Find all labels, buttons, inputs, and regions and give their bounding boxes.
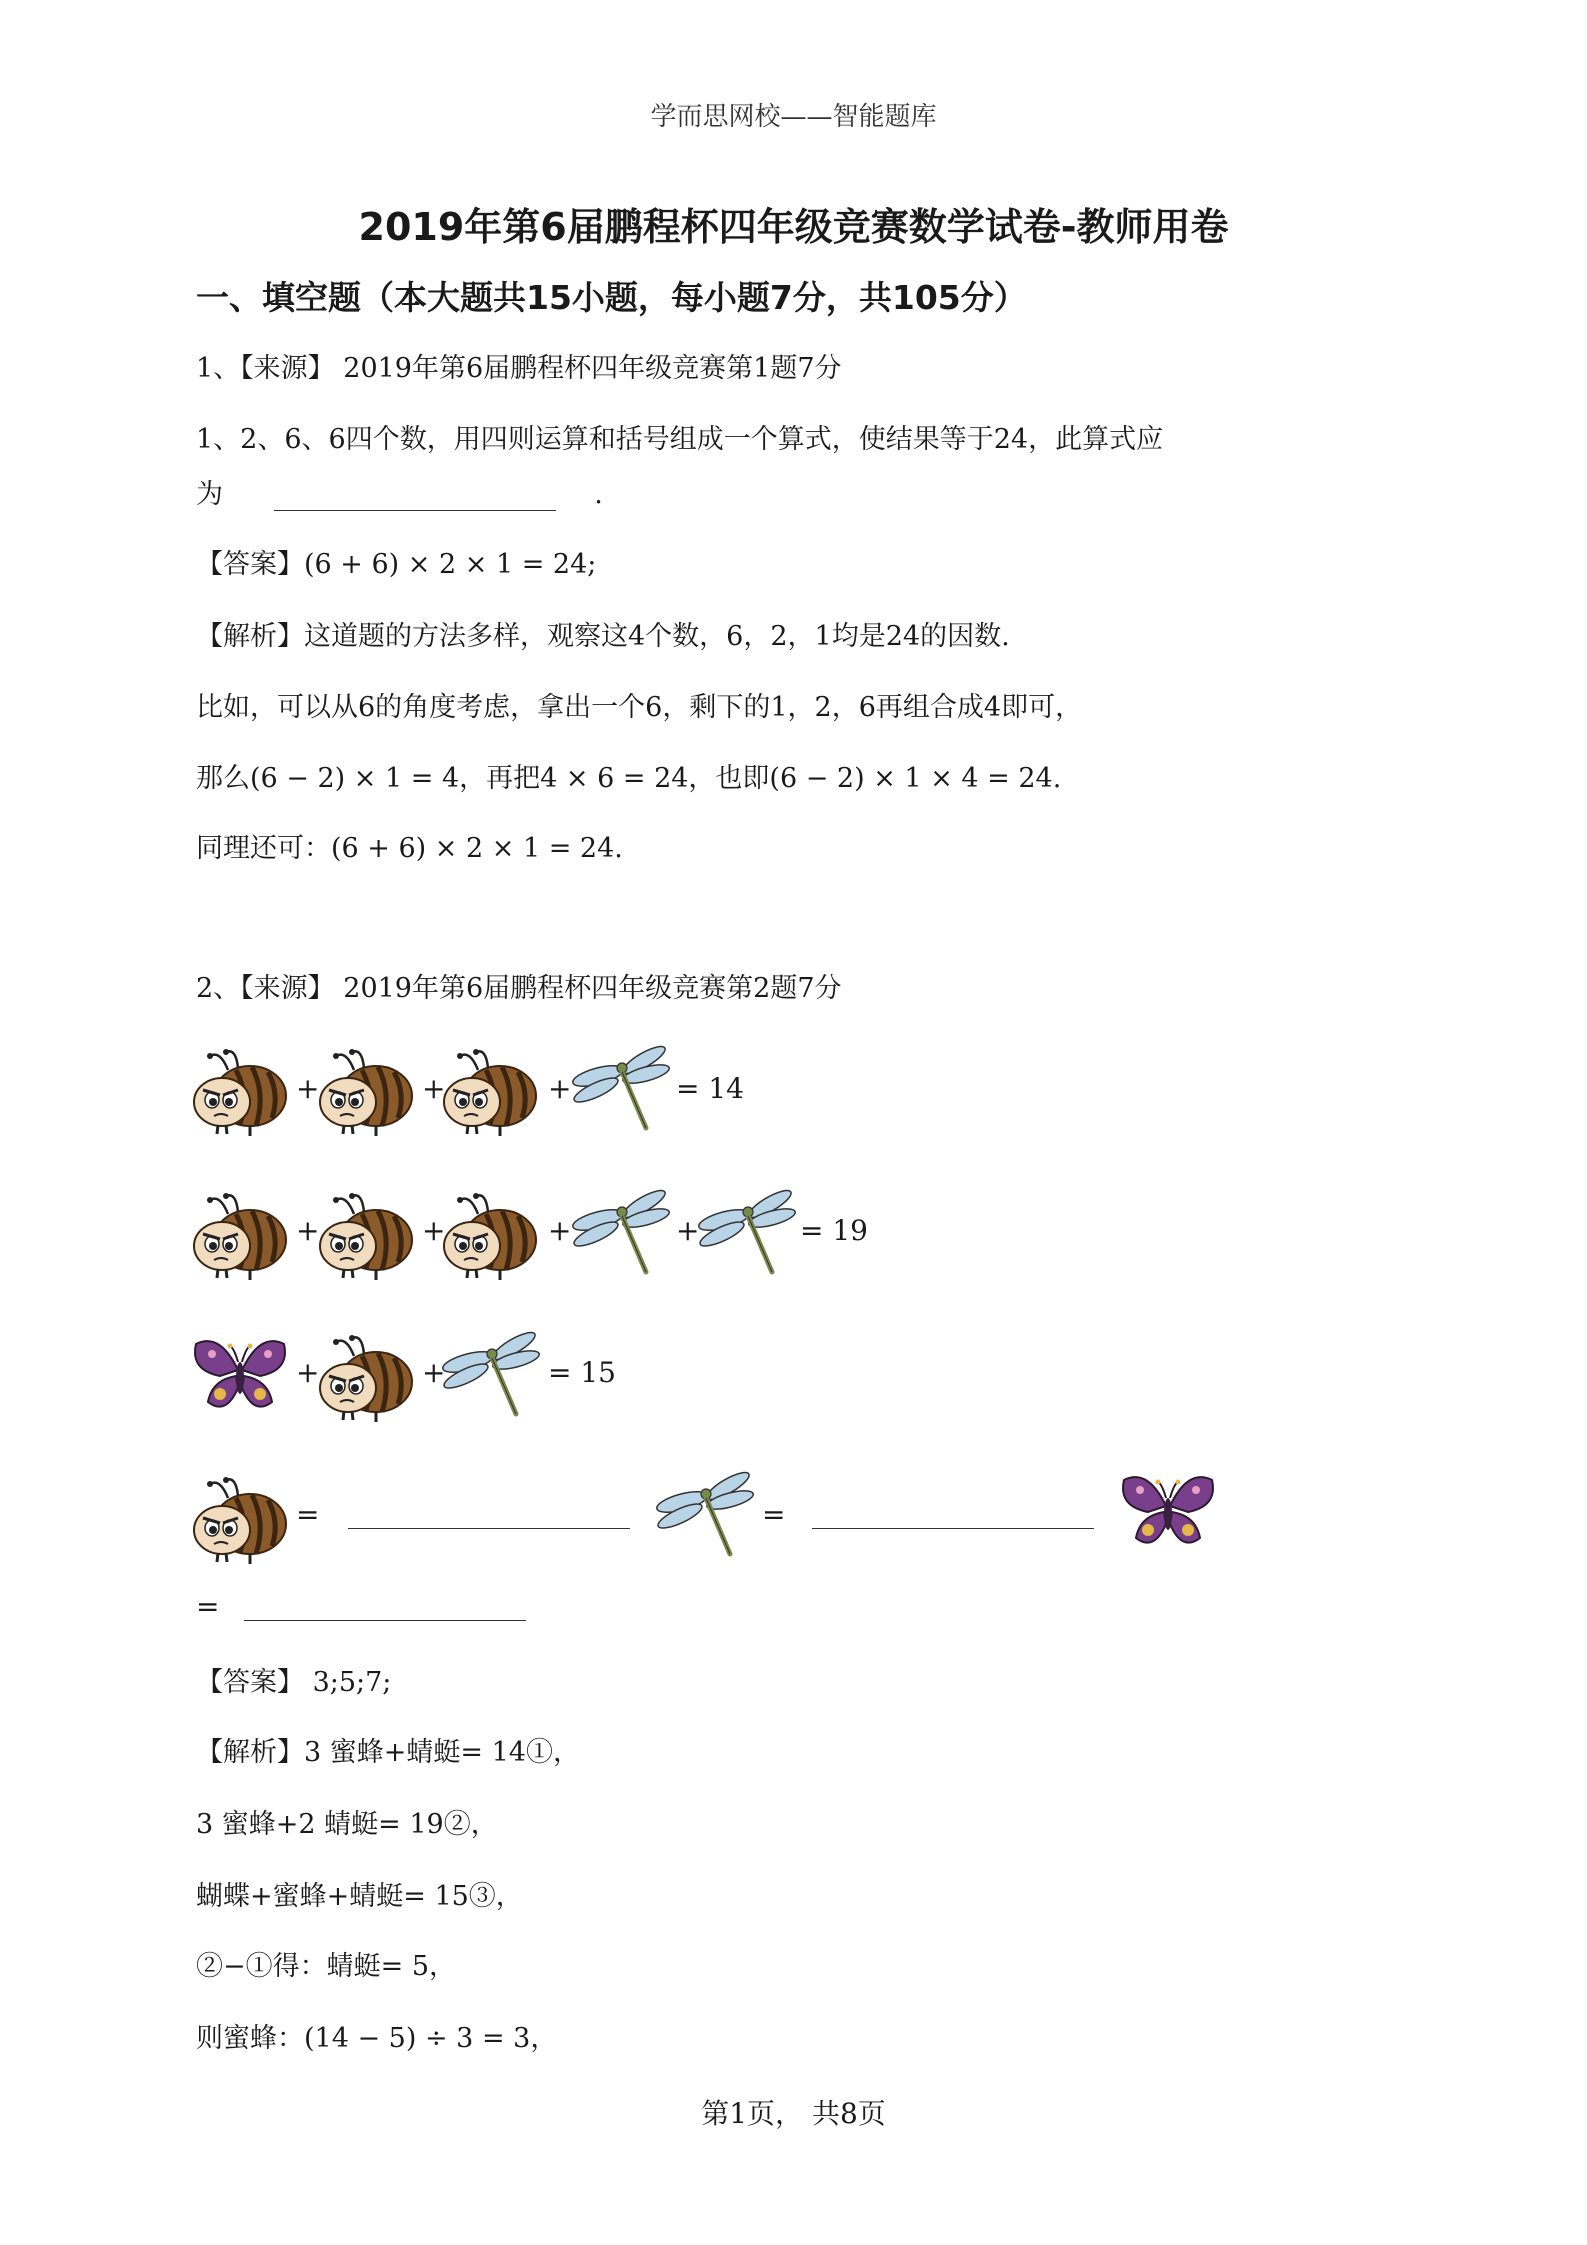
dragonfly-icon: [570, 1186, 670, 1276]
q1-answer: 【答案】(6 + 6) × 2 × 1 = 24;: [196, 549, 597, 580]
q1-analysis-line-1: 【解析】这道题的方法多样，观察这4个数，6，2，1均是24的因数.: [196, 621, 1010, 652]
q1-stem-suffix: .: [594, 479, 603, 510]
bee-answer-blank[interactable]: [348, 1500, 630, 1529]
plus-sign: +: [676, 1214, 700, 1247]
plus-sign: +: [422, 1356, 446, 1389]
bee-icon: [190, 1192, 290, 1282]
plus-sign: +: [422, 1214, 446, 1247]
dragonfly-answer-blank[interactable]: [812, 1500, 1094, 1529]
q1-stem-line-1: 1、2、6、6四个数，用四则运算和括号组成一个算式，使结果等于24，此算式应: [196, 424, 1164, 455]
bee-icon: [190, 1048, 290, 1138]
page-footer: 第1页， 共8页: [701, 2097, 886, 2130]
q2-answer: 【答案】 3;5;7;: [196, 1667, 392, 1698]
section-heading: 一、填空题（本大题共15小题，每小题7分，共105分）: [196, 278, 1027, 317]
bee-icon: [440, 1048, 540, 1138]
q1-source: 1、【来源】 2019年第6届鹏程杯四年级竞赛第1题7分: [196, 353, 842, 384]
equation-2-result: = 19: [800, 1214, 868, 1247]
q1-answer-blank[interactable]: [274, 482, 556, 511]
dragonfly-icon: [440, 1328, 540, 1418]
butterfly-answer-blank[interactable]: [244, 1592, 526, 1621]
equals-sign: =: [296, 1498, 320, 1531]
butterfly-icon: [1118, 1466, 1218, 1556]
q1-analysis-line-2: 比如，可以从6的角度考虑，拿出一个6，剩下的1，2，6再组合成4即可，: [196, 692, 1083, 723]
plus-sign: +: [296, 1072, 320, 1105]
q2-analysis-line-4: ②−①得：蜻蜓= 5，: [196, 1951, 457, 1982]
bee-icon: [316, 1334, 416, 1424]
page-title: 2019年第6届鹏程杯四年级竞赛数学试卷-教师用卷: [358, 205, 1229, 249]
q1-stem-line-2: [196, 472, 603, 511]
q2-analysis-line-2: 3 蜜蜂+2 蜻蜓= 19②，: [196, 1809, 498, 1840]
bee-icon: [316, 1048, 416, 1138]
q2-analysis-line-3: 蝴蝶+蜜蜂+蜻蜓= 15③，: [196, 1881, 523, 1912]
q2-analysis-line-1: 【解析】3 蜜蜂+蜻蜓= 14①，: [196, 1737, 580, 1768]
plus-sign: +: [422, 1072, 446, 1105]
plus-sign: +: [296, 1356, 320, 1389]
q1-analysis-line-4: 同理还可：(6 + 6) × 2 × 1 = 24.: [196, 833, 623, 864]
dragonfly-icon: [654, 1468, 754, 1558]
equation-3-result: = 15: [548, 1356, 616, 1389]
q1-analysis-line-3: 那么(6 − 2) × 1 = 4，再把4 × 6 = 24，也即(6 − 2) × 1 × 4 = 24.: [196, 763, 1062, 794]
page-header: 学而思网校——智能题库: [650, 102, 937, 132]
plus-sign: +: [548, 1072, 572, 1105]
q2-analysis-line-5: 则蜜蜂：(14 − 5) ÷ 3 = 3，: [196, 2023, 558, 2054]
plus-sign: +: [548, 1214, 572, 1247]
equals-sign: =: [196, 1590, 220, 1623]
equation-1-result: = 14: [676, 1072, 744, 1105]
bee-icon: [440, 1192, 540, 1282]
butterfly-icon: [190, 1330, 290, 1420]
q1-stem-prefix: 为: [196, 479, 223, 510]
dragonfly-icon: [570, 1042, 670, 1132]
equals-sign: =: [762, 1498, 786, 1531]
q2-source: 2、【来源】 2019年第6届鹏程杯四年级竞赛第2题7分: [196, 973, 842, 1004]
bee-icon: [190, 1476, 290, 1566]
bee-icon: [316, 1192, 416, 1282]
dragonfly-icon: [696, 1186, 796, 1276]
plus-sign: +: [296, 1214, 320, 1247]
